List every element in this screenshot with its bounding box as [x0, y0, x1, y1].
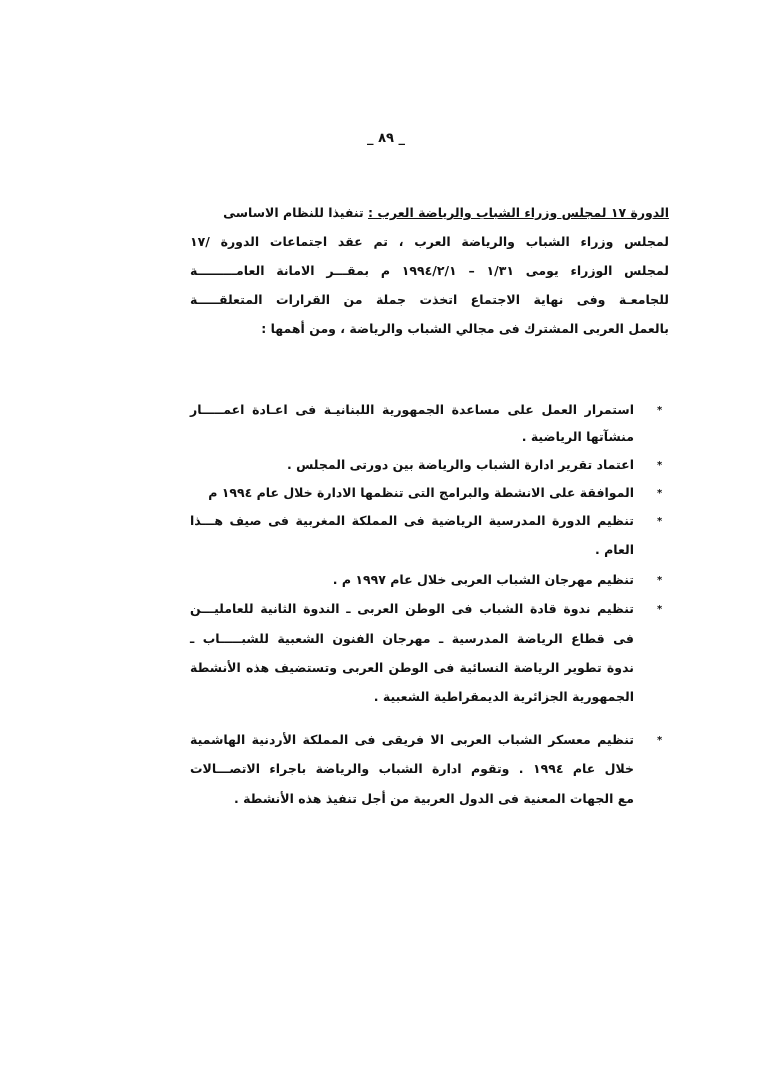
section-heading: الدورة ١٧ لمجلس وزراء الشباب والرياضة العرب :	[368, 205, 669, 220]
list-item-line: تنظيم الدورة المدرسية الرياضية فى المملكة المغربية فى صيف هـــذا	[190, 513, 634, 528]
list-item-line: خلال عام ١٩٩٤ . وتقوم ادارة الشباب والرياضة باجراء الاتصـــالات	[190, 761, 635, 776]
list-item-line: الجمهورية الجزائرية الديمقراطية الشعبية .	[373, 689, 634, 704]
list-item-line: تنظيم معسكر الشباب العربى الا فريقى فى المملكة الأردنية الهاشمية	[190, 732, 634, 747]
list-item-line: تنظيم مهرجان الشباب العربى خلال عام ١٩٩٧ م .	[332, 572, 634, 587]
bullet-icon: *	[657, 575, 663, 586]
bullet-icon: *	[657, 604, 663, 615]
page-number: _ ٨٩ _	[367, 131, 405, 146]
list-item-line: تنظيم ندوة قادة الشباب فى الوطن العربى ـ الندوة الثانية للعامليـــن	[190, 601, 634, 616]
intro-line-4: للجامعـة وفى نهاية الاجتماع اتخذت جملة من القرارات المتعلقـــــة	[190, 292, 669, 307]
intro-line-2: لمجلس وزراء الشباب والرياضة العرب ، تم عقد اجتماعات الدورة /١٧	[190, 234, 669, 249]
list-item-line: مع الجهات المعنية فى الدول العربية من أجل تنفيذ هذه الأنشطة .	[233, 791, 634, 806]
bullet-icon: *	[657, 488, 663, 499]
bullet-icon: *	[657, 460, 663, 471]
intro-text: تنفيذا للنظام الاساسى	[223, 205, 364, 220]
list-item-line: العام .	[595, 542, 634, 557]
list-item-line: منشآتها الرياضية .	[521, 429, 634, 444]
bullet-icon: *	[657, 405, 663, 416]
intro-line-5: بالعمل العربى المشترك فى مجالي الشباب والرياضة ، ومن أهمها :	[261, 321, 669, 336]
bullet-icon: *	[657, 735, 663, 746]
list-item-line: فى قطاع الرياضة المدرسية ـ مهرجان الفنون الشعبية للشبـــــاب ـ	[190, 631, 634, 646]
list-item-line: الموافقة على الانشطة والبرامج التى تنظمها الادارة خلال عام ١٩٩٤ م	[208, 485, 634, 500]
list-item-line: ندوة تطوير الرياضة النسائية فى الوطن العربى وتستضيف هذه الأنشطة	[190, 660, 634, 675]
list-item-line: استمرار العمل على مساعدة الجمهورية اللبنانيـة فى اعـادة اعمـــــار	[190, 402, 634, 417]
list-item-line: اعتماد تقرير ادارة الشباب والرياضة بين دورتى المجلس .	[286, 457, 634, 472]
intro-line-3: لمجلس الوزراء يومى ١/٣١ – ١٩٩٤/٢/١ م بمقـــر الامانة العامـــــــــة	[190, 263, 669, 278]
bullet-icon: *	[657, 516, 663, 527]
intro-line-1	[190, 204, 669, 222]
